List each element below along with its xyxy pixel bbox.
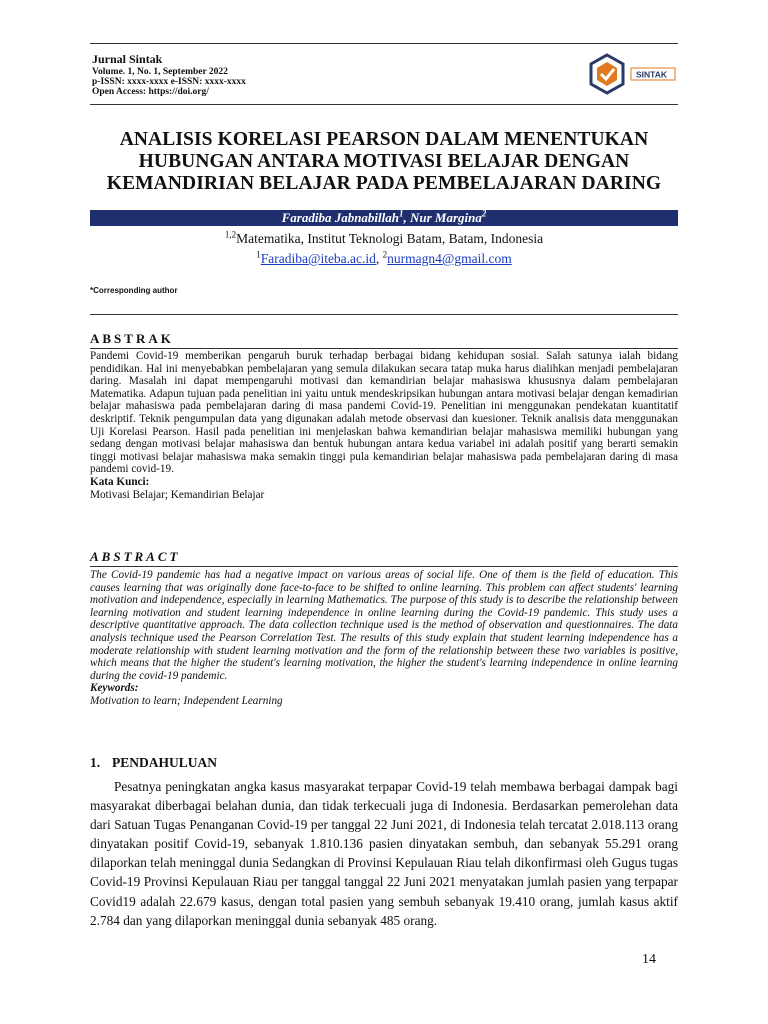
section-heading — [90, 755, 217, 771]
author-1-sup: 1 — [399, 208, 404, 219]
keywords-text: Motivation to learn; Independent Learning — [90, 694, 283, 707]
paper-page — [90, 0, 678, 1024]
journal-info — [92, 54, 246, 97]
paper-title: ANALISIS KORELASI PEARSON DALAM MENENTUKAN HUBUNGAN ANTARA MOTIVASI BELAJAR DENGAN KEMANDIRIAN BELAJAR PADA PEMBELAJARAN DARING — [106, 129, 662, 194]
affiliation-sup: 1,2 — [224, 229, 237, 240]
header-rule-top — [90, 43, 678, 44]
abstract-block — [90, 569, 678, 708]
author-emails — [90, 250, 678, 268]
keywords-heading: Keywords: — [90, 682, 139, 695]
kata-kunci-heading: Kata Kunci: — [90, 475, 150, 488]
logo-text: SINTAK — [636, 69, 668, 80]
abstract-heading: ABSTRACT — [90, 549, 181, 564]
author-2: Nur Margina — [410, 210, 482, 225]
section-title: PENDAHULUAN — [112, 755, 218, 770]
header-rule-bottom — [90, 104, 678, 105]
journal-volume: Volume. 1, No. 1, September 2022 — [92, 67, 228, 77]
abstrak-text: Pandemi Covid-19 memberikan pengaruh buruk terhadap berbagai bidang kehidupan sosial. Salah satunya ialah bidang pendidikan. Hal ini menyebabkan pembelajaran yang semula dilakukan secara tatap muka harus dialihkan menjadi pembelajaran daring. Masalah ini dapat mempengaruhi motivasi dan kemandirian belajar mahasiswa khususnya dalam pembelajaran Matematika. Adapun tujuan pada penelitian ini yaitu untuk mendeskripsikan hubungan antara motivasi belajar dengan kemadirian belajar mahasiswa pada pembelajaran daring di masa pandemi Covid-19. Penelitian ini menggunakan pendekatan kuantitatif deskriptif. Teknik pengumpulan data yang digunakan adalah metode observasi dan kuesioner. Teknik analisis data menggunakan Uji Korelasi Pearson. Hasil pada penelitian ini menjelaskan bahwa kemandirian belajar mahasiswa memiliki hubungan yang sedang dengan motivasi belajar mahasiswa dan bentuk hubungan antara kedua variabel ini adalah positif yang berarti semakin tinggi motivasi belajar mahasiswa maka semakin tinggi pula kemandirian belajar mahasiswa pada pembelajaran daring di masa pandemi covid-19. — [90, 350, 678, 476]
journal-access: Open Access: https://doi.org/ — [92, 87, 209, 97]
email-2-sup: 2 — [382, 249, 388, 260]
abstrak-block — [90, 350, 678, 501]
logo-emblem-icon — [591, 55, 623, 93]
kata-kunci-text: Motivasi Belajar; Kemandirian Belajar — [90, 488, 265, 501]
abstrak-heading: ABSTRAK — [90, 331, 174, 346]
page-number: 14 — [642, 952, 656, 967]
journal-name: Jurnal Sintak — [92, 52, 163, 66]
section-rule — [90, 314, 678, 315]
author-2-sup: 2 — [481, 208, 487, 219]
abstract-rule — [90, 566, 678, 567]
author-1: Faradiba Jabnabillah — [281, 210, 399, 225]
journal-logo — [587, 52, 677, 98]
affiliation-text: Matematika, Institut Teknologi Batam, Batam, Indonesia — [236, 231, 544, 246]
email-2-link[interactable]: nurmagn4@gmail.com — [387, 251, 512, 266]
authors-bar — [90, 210, 678, 226]
corresponding-note: *Corresponding author — [90, 286, 178, 295]
author-sep: , — [403, 210, 410, 225]
email-sep: , — [375, 251, 383, 266]
abstrak-rule — [90, 348, 678, 349]
journal-issn: p-ISSN: xxxx-xxxx e-ISSN: xxxx-xxxx — [92, 77, 246, 87]
email-1-link[interactable]: Faradiba@iteba.ac.id — [260, 251, 376, 266]
section-paragraph: Pesatnya peningkatan angka kasus masyarakat terpapar Covid-19 telah membawa berbagai dampak bagi masyarakat diberbagai belahan dunia, dan tidak terkecuali juga di Indonesia. Berdasarkan pemerolehan data dari Satuan Tugas Penanganan Covid-19 per tanggal 22 Juni 2021, di Indonesia telah tercatat 2.018.113 orang dinyatakan positif Covid-19, sebanyak 1.810.136 pasien dinyatakan sembuh, dan sebanyak 55.291 orang dilaporkan telah meninggal dunia Sedangkan di Provinsi Kepulauan Riau telah dikonfirmasi oleh Gugus tugas Covid-19 Provinsi Kepulauan Riau per tanggal tanggal 22 Juni 2021 menyatakan jumlah pasien yang terpapar Covid19 adalah 22.679 kasus, dengan total pasien yang sembuh sebanyak 19.410 orang, jumlah kasus aktif 2.784 dan yang dilaporkan meninggal dunia sebanyak 485 orang. — [90, 779, 678, 928]
section-number: 1. — [90, 755, 101, 770]
affiliation — [90, 230, 678, 248]
email-1-sup: 1 — [256, 249, 261, 260]
abstract-text: The Covid-19 pandemic has had a negative impact on various areas of social life. One of them is the field of education. This causes learning that was originally done face-to-face to be shifted to online learning. This problem can affect students' learning motivation and independence, especially in learning Mathematics. The purpose of this study is to describe the relationship between learning motivation and student learning independence in online learning during the Covid-19 pandemic. This study uses a descriptive quantitative approach. The data collection technique used is the method of observation and questionnaires. The data analysis technique used the Pearson Correlation Test. The results of this study explain that student learning independence has a moderate relationship with student learning motivation and the form of the relationship between these two variables is positive, which means that the higher the student's learning motivation, the higher the student's learning independence in online learning during the covid-19 pandemic. — [90, 569, 678, 682]
